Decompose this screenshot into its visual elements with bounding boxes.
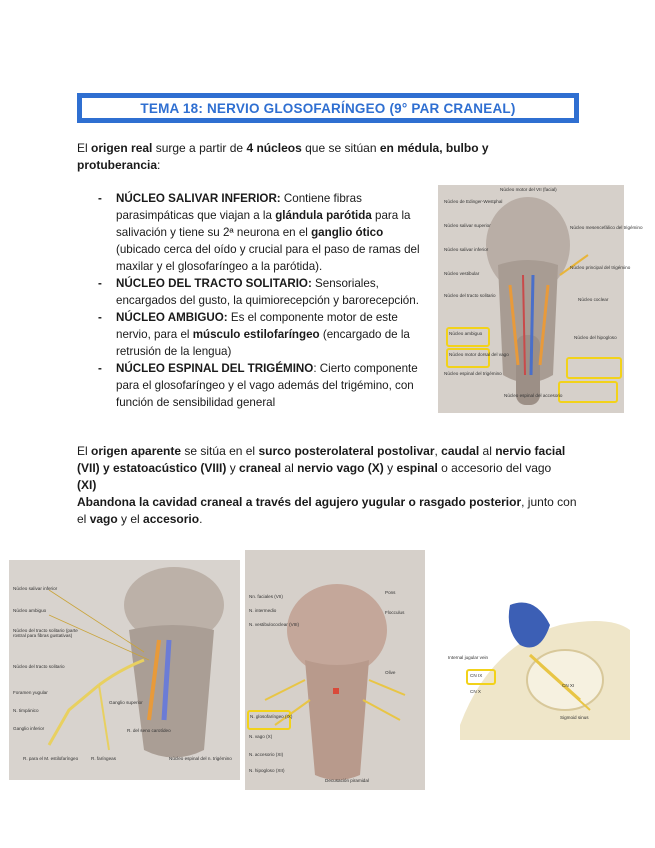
brainstem-ventral-figure: Nn. faciales (VII) N. intermedio N. vestibulococlear (VIII) N. glosofaríngeo (IX) N. vago (X) N. accesorio (XI) N. hipogloso (XII) Pons Flocculus Olive Decusación piramidal (245, 550, 425, 790)
brainstem-nuclei-figure: Núcleo motor del VII (facial) Núcleo de Edinger-Westphal Núcleo salivar superior Núcleo salivar inferior Núcleo vestibular Núcleo del tracto solitario Núcleo ambiguo Núcleo motor dorsal del vago Núcleo espinal del trigémino Núcleo mesencefálico del trigémino Núcleo principal del trigémino Núcleo coclear Núcleo del hipogloso Núcleo espinal del accesorio (438, 185, 624, 413)
highlight-box (558, 381, 618, 403)
nerve-pathway-illustration (9, 560, 240, 780)
nerve-pathway-figure: Núcleo salivar inferior Núcleo ambiguo Núcleo del tracto solitario (parte rostral para fibras gustativas) Núcleo del tracto solitario Foramen yugular N. timpánico Ganglio inferior Ganglio superior R. del seno carotídeo R. faríngeas R. para el M. estilofaríngeo Núcleo espinal del n. trigémino (9, 560, 240, 780)
highlight-box (446, 348, 490, 368)
list-item: - NÚCLEO SALIVAR INFERIOR: Contiene fibras parasimpáticas que viajan a la glándula parótida para la salivación y tiene su 2ª neurona en el ganglio ótico (ubicado cerca del oído y crucial para el paso de ramas del maxilar y el glosofaríngeo a la parótida). (96, 190, 430, 275)
abandona-paragraph: Abandona la cavidad craneal a través del agujero yugular o rasgado posterior, junto con el vago y el accesorio. (77, 495, 577, 526)
list-item: - NÚCLEO DEL TRACTO SOLITARIO: Sensoriales, encargados del gusto, la quimiorecepción y barorecepción. (96, 275, 430, 309)
title-box (77, 93, 579, 123)
jugular-foramen-illustration (440, 585, 630, 740)
list-item: - NÚCLEO ESPINAL DEL TRIGÉMINO: Cierto componente para el glosofaríngeo y el vago además del trigémino, con función de sensibilidad general (96, 360, 430, 411)
highlight-box (566, 357, 622, 379)
highlight-box (247, 710, 291, 730)
origen-real-paragraph: El origen real surge a partir de 4 núcleos que se sitúan en médula, bulbo y protuberancia: (77, 141, 489, 172)
page-title: TEMA 18: NERVIO GLOSOFARÍNGEO (9° PAR CRANEAL) (140, 100, 516, 116)
highlight-box (446, 327, 490, 347)
origen-aparente-paragraph: El origen aparente se sitúa en el surco posterolateral postolivar, caudal al nervio facial (VII) y estatoacústico (VIII) y craneal al nervio vago (X) y espinal o accesorio del vago (XI) (77, 444, 566, 492)
list-item: - NÚCLEO AMBIGUO: Es el componente motor de este nervio, para el músculo estilofaríngeo (encargado de la retrusión de la lengua) (96, 309, 430, 360)
nuclei-list (96, 190, 430, 411)
jugular-foramen-figure: Internal jugular vein CN IX CN X CN XI Sigmoid sinus (440, 585, 630, 740)
